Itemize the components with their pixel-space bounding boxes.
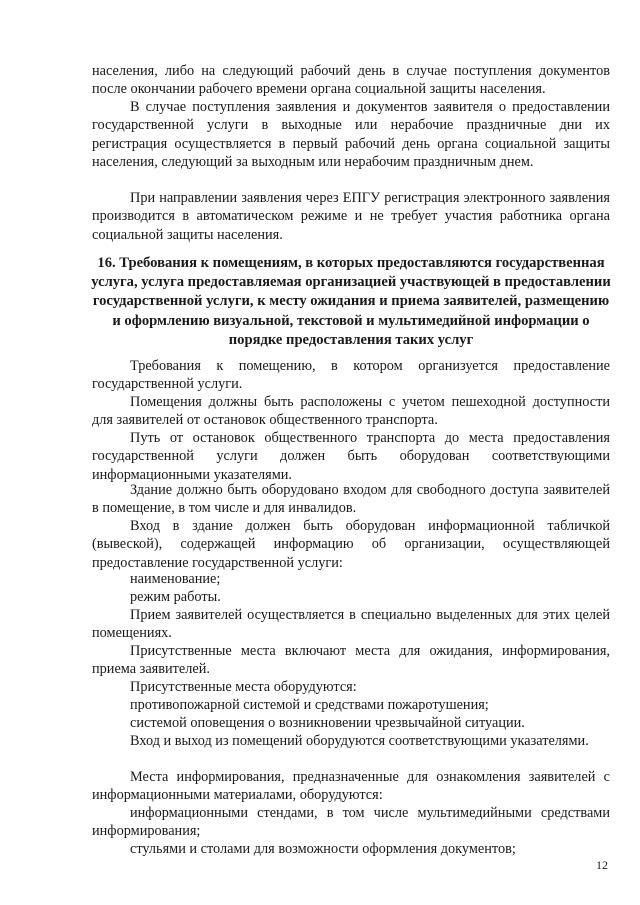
- page-number: 12: [596, 858, 608, 872]
- paragraph-registration-after-hours: населения, либо на следующий рабочий день в случае поступления документов после окончании рабочего времени органа социальной защиты населения.: [92, 63, 610, 98]
- list-item-fire-system: противопожарной системой и средствами пожаротушения;: [130, 697, 489, 713]
- paragraph-reception-rooms: Прием заявителей осуществляется в специально выделенных для этих целей помещениях.: [92, 607, 610, 642]
- paragraph-building-entrance: Здание должно быть оборудовано входом для свободного доступа заявителей в помещение, в том числе и для инвалидов.: [92, 482, 610, 517]
- paragraph-signage-path: Путь от остановок общественного транспорта до места предоставления государственной услуги должен быть оборудован соответствующими информационными указателями.: [92, 430, 610, 483]
- list-item-alert-system: системой оповещения о возникновении чрезвычайной ситуации.: [130, 715, 525, 731]
- paragraph-public-places: Присутственные места включают места для ожидания, информирования, приема заявителей.: [92, 643, 610, 678]
- section-heading: 16. Требования к помещениям, в которых предоставляются государственная услуга, услуга предоставляемая организацией участвующей в предоставлении государственной услуги, к месту ожидания и приема заявителей, размещению и оформлению визуальной, текстовой и мультимедийной информации о порядке предоставления таких услуг: [91, 255, 611, 348]
- paragraph-entry-exit-signs: Вход и выход из помещений оборудуются соответствующими указателями.: [130, 733, 589, 749]
- paragraph-registration-holidays: В случае поступления заявления и документов заявителя о предоставлении государственной услуги в выходные или нерабочие праздничные дни их регистрация осуществляется в первый рабочий день органа социальной защиты населения, следующий за выходным или нерабочим праздничным днем.: [92, 99, 610, 170]
- paragraph-premises-requirements: Требования к помещению, в котором организуется предоставление государственной услуги.: [92, 358, 610, 393]
- list-item-working-hours: режим работы.: [130, 589, 221, 605]
- paragraph-epgu-registration: При направлении заявления через ЕПГУ регистрация электронного заявления производится в автоматическом режиме и не требует участия работника органа социальной защиты населения.: [92, 190, 610, 243]
- list-item-public-places-equipped: Присутственные места оборудуются:: [130, 679, 357, 695]
- paragraph-information-places: Места информирования, предназначенные для ознакомления заявителей с информационными материалами, оборудуются:: [92, 769, 610, 804]
- paragraph-info-stands: информационными стендами, в том числе мультимедийными средствами информирования;: [92, 805, 610, 840]
- list-item-chairs-tables: стульями и столами для возможности оформления документов;: [130, 841, 516, 857]
- paragraph-pedestrian-access: Помещения должны быть расположены с учетом пешеходной доступности для заявителей от остановок общественного транспорта.: [92, 394, 610, 429]
- list-item-name: наименование;: [130, 571, 221, 587]
- paragraph-info-sign: Вход в здание должен быть оборудован информационной табличкой (вывеской), содержащей информацию об организации, осуществляющей предоставление государственной услуги:: [92, 518, 610, 571]
